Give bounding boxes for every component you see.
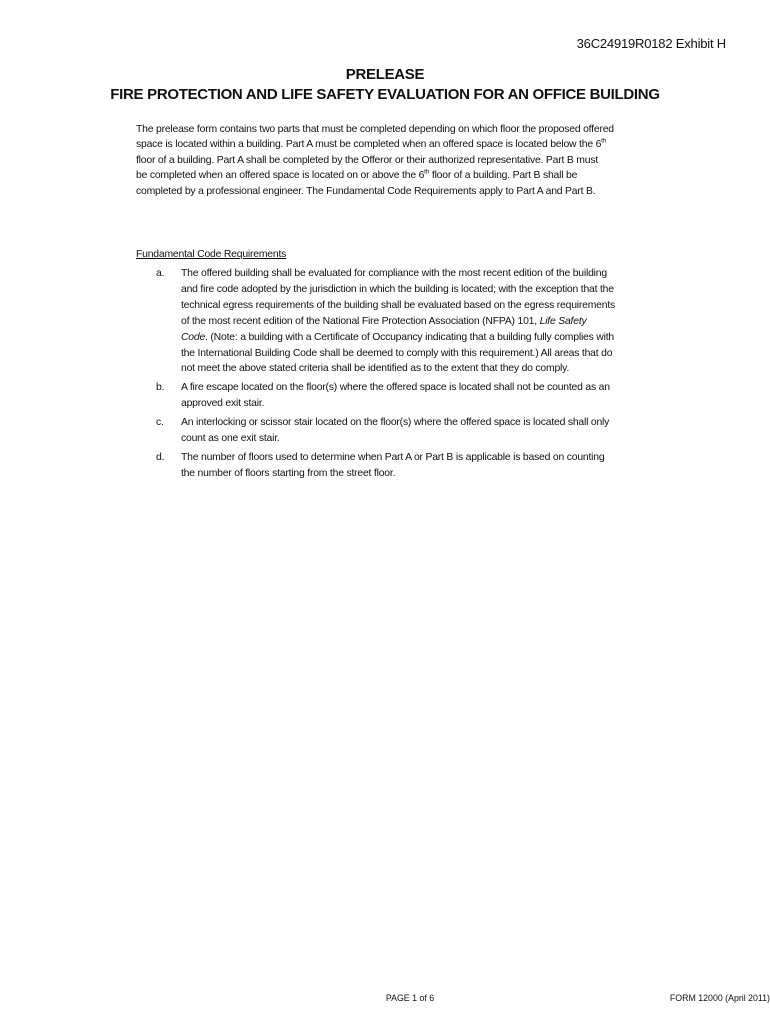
intro-line: The prelease form contains two parts that must be completed depending on which floor the proposed offered: [136, 124, 614, 135]
code-title-italic: Code: [181, 331, 206, 343]
requirement-line: [181, 314, 636, 330]
list-marker: b.: [156, 382, 165, 394]
intro-line: [136, 168, 636, 183]
requirement-line: A fire escape located on the floor(s) where the offered space is located shall not be counted as an: [181, 382, 610, 394]
requirement-line-text: . (Note: a building with a Certificate of Occupancy indicating that a building fully complies with: [205, 331, 614, 343]
ordinal-suffix: th: [601, 137, 607, 145]
requirement-line: technical egress requirements of the building shall be evaluated based on the egress requirements: [181, 299, 616, 311]
exhibit-label: 36C24919R0182 Exhibit H: [576, 36, 726, 51]
requirement-line: The offered building shall be evaluated for compliance with the most recent edition of the building: [181, 268, 607, 279]
requirement-line: count as one exit stair.: [181, 433, 280, 445]
requirement-c: [136, 415, 636, 447]
list-marker: c.: [156, 417, 164, 429]
page-title: PRELEASE: [345, 66, 425, 83]
requirement-text: [181, 450, 636, 482]
requirement-line: not meet the above stated criteria shall be identified as to the extent that they do comply.: [181, 363, 570, 375]
requirement-line: the number of floors starting from the street floor.: [181, 467, 396, 479]
form-number: FORM 12000 (April 2011): [669, 993, 770, 1003]
intro-line-text: floor of a building. Part B shall be: [429, 170, 578, 182]
requirements-list: [136, 266, 636, 485]
code-title-italic: Life Safety: [539, 315, 587, 327]
list-marker: a.: [156, 268, 165, 279]
intro-line-text: be completed when an offered space is located on or above the 6: [136, 170, 425, 182]
section-heading: Fundamental Code Requirements: [136, 249, 287, 260]
requirement-line: [181, 330, 636, 346]
requirement-line-text: of the most recent edition of the National Fire Protection Association (NFPA) 101,: [181, 315, 540, 327]
ordinal-suffix: th: [424, 168, 430, 176]
requirement-b: [136, 380, 636, 412]
page-number: PAGE 1 of 6: [385, 993, 435, 1003]
requirement-text: [181, 380, 636, 412]
requirement-line: approved exit stair.: [181, 398, 265, 410]
intro-paragraph: [136, 122, 636, 199]
intro-line-text: space is located within a building. Part A must be completed when an offered space is located below the 6: [136, 139, 602, 151]
requirement-d: [136, 450, 636, 482]
intro-line: floor of a building. Part A shall be completed by the Offeror or their authorized representative. Part B must: [136, 154, 599, 166]
intro-line: completed by a professional engineer. The Fundamental Code Requirements apply to Part A and Part B.: [136, 185, 596, 197]
requirement-a: [136, 266, 636, 377]
requirement-text: [181, 266, 636, 377]
requirement-line: The number of floors used to determine when Part A or Part B is applicable is based on counting: [181, 451, 605, 463]
intro-line: [136, 137, 636, 152]
page-subtitle: FIRE PROTECTION AND LIFE SAFETY EVALUATION FOR AN OFFICE BUILDING: [110, 86, 660, 103]
requirement-line: the International Building Code shall be deemed to comply with this requirement.) All areas that do: [181, 347, 613, 359]
requirement-line: An interlocking or scissor stair located on the floor(s) where the offered space is located shall only: [181, 417, 610, 429]
requirement-text: [181, 415, 636, 447]
list-marker: d.: [156, 451, 165, 463]
requirement-line: and fire code adopted by the jurisdiction in which the building is located; with the exception that the: [181, 283, 614, 295]
